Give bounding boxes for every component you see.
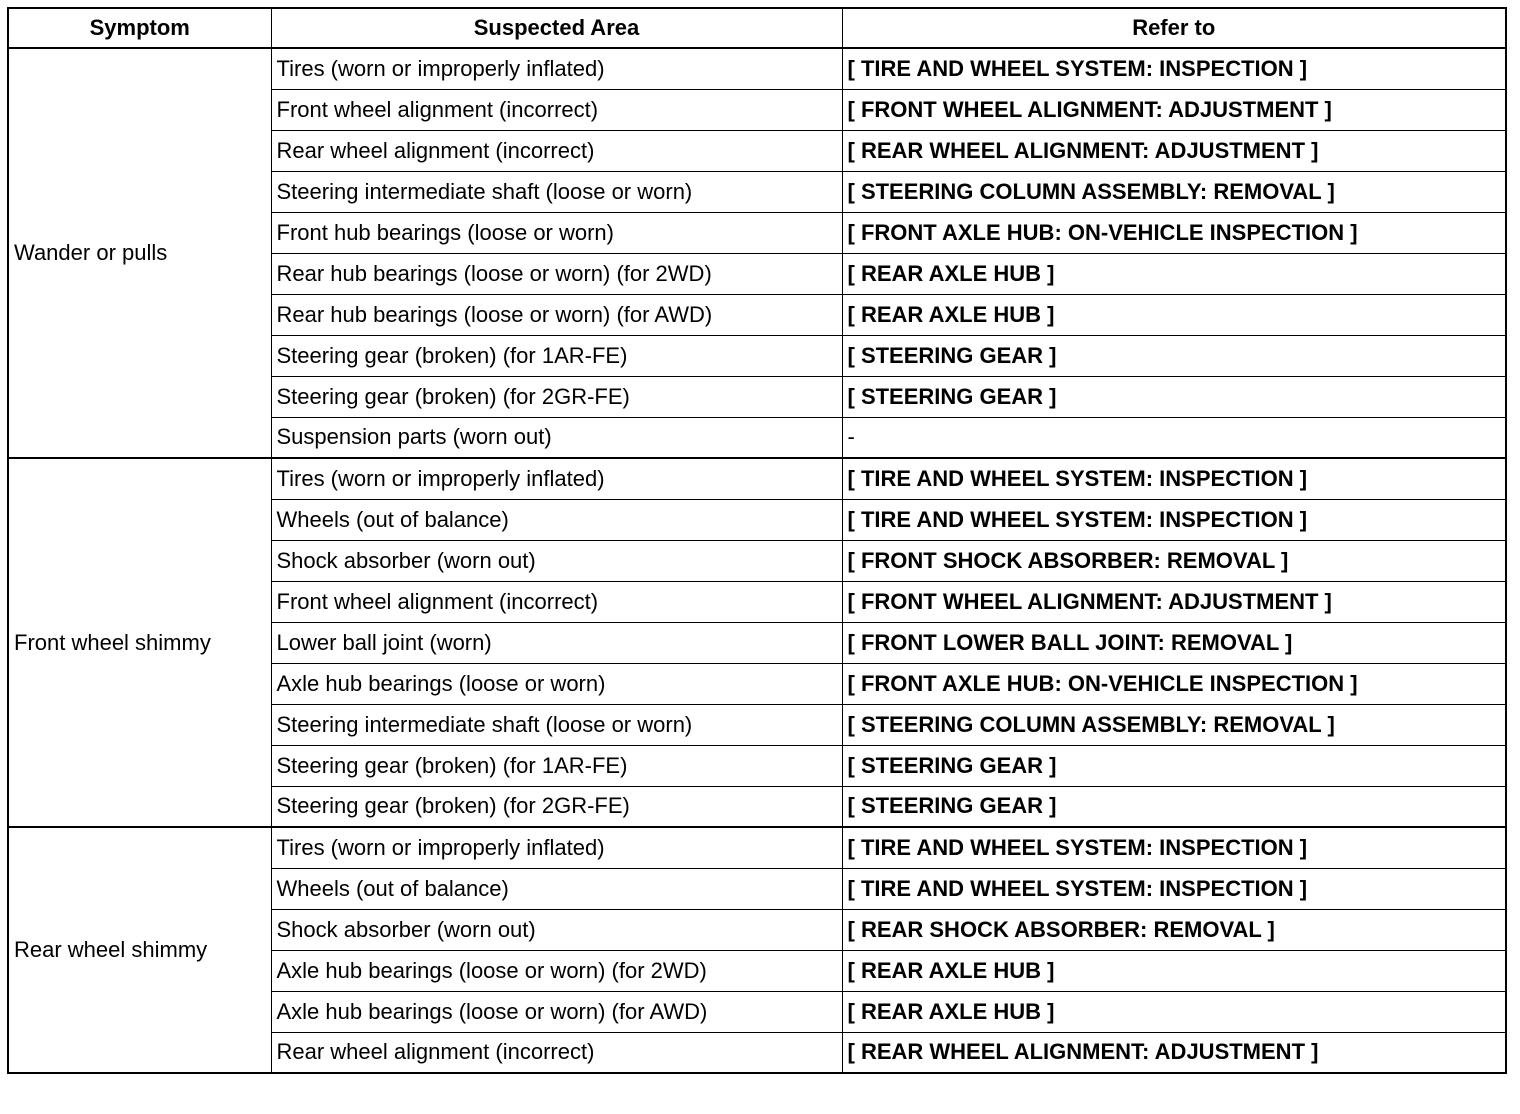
- suspected-area-cell: Steering gear (broken) (for 1AR-FE): [271, 335, 842, 376]
- suspected-area-cell: Rear wheel alignment (incorrect): [271, 130, 842, 171]
- suspected-area-cell: Wheels (out of balance): [271, 499, 842, 540]
- suspected-area-cell: Rear hub bearings (loose or worn) (for 2WD): [271, 253, 842, 294]
- suspected-area-cell: Axle hub bearings (loose or worn): [271, 663, 842, 704]
- suspected-area-cell: Tires (worn or improperly inflated): [271, 458, 842, 499]
- suspected-area-cell: Steering intermediate shaft (loose or worn): [271, 704, 842, 745]
- refer-to-link[interactable]: [ FRONT WHEEL ALIGNMENT: ADJUSTMENT ]: [842, 581, 1506, 622]
- suspected-area-cell: Axle hub bearings (loose or worn) (for 2WD): [271, 950, 842, 991]
- suspected-area-cell: Rear hub bearings (loose or worn) (for AWD): [271, 294, 842, 335]
- refer-to-link[interactable]: [ TIRE AND WHEEL SYSTEM: INSPECTION ]: [842, 48, 1506, 89]
- refer-to-link[interactable]: [ FRONT LOWER BALL JOINT: REMOVAL ]: [842, 622, 1506, 663]
- refer-to-link[interactable]: [ REAR AXLE HUB ]: [842, 991, 1506, 1032]
- suspected-area-cell: Steering gear (broken) (for 2GR-FE): [271, 786, 842, 827]
- suspected-area-cell: Wheels (out of balance): [271, 868, 842, 909]
- refer-to-link[interactable]: [ FRONT WHEEL ALIGNMENT: ADJUSTMENT ]: [842, 89, 1506, 130]
- suspected-area-cell: Steering gear (broken) (for 1AR-FE): [271, 745, 842, 786]
- suspected-area-cell: Tires (worn or improperly inflated): [271, 827, 842, 868]
- table-row: [8, 458, 1506, 499]
- suspected-area-cell: Lower ball joint (worn): [271, 622, 842, 663]
- refer-to-link[interactable]: [ TIRE AND WHEEL SYSTEM: INSPECTION ]: [842, 458, 1506, 499]
- refer-to-link[interactable]: [ STEERING GEAR ]: [842, 376, 1506, 417]
- suspected-area-cell: Shock absorber (worn out): [271, 540, 842, 581]
- suspected-area-cell: Shock absorber (worn out): [271, 909, 842, 950]
- suspected-area-cell: Rear wheel alignment (incorrect): [271, 1032, 842, 1073]
- refer-to-link[interactable]: [ TIRE AND WHEEL SYSTEM: INSPECTION ]: [842, 827, 1506, 868]
- suspected-area-cell: Tires (worn or improperly inflated): [271, 48, 842, 89]
- refer-to-link[interactable]: [ FRONT SHOCK ABSORBER: REMOVAL ]: [842, 540, 1506, 581]
- suspected-area-cell: Steering gear (broken) (for 2GR-FE): [271, 376, 842, 417]
- refer-to-link[interactable]: [ STEERING GEAR ]: [842, 745, 1506, 786]
- suspected-area-cell: Front wheel alignment (incorrect): [271, 581, 842, 622]
- refer-to-link[interactable]: [ STEERING GEAR ]: [842, 335, 1506, 376]
- refer-to-link[interactable]: [ STEERING COLUMN ASSEMBLY: REMOVAL ]: [842, 704, 1506, 745]
- header-suspected-area: Suspected Area: [271, 8, 842, 48]
- refer-to-link[interactable]: [ REAR AXLE HUB ]: [842, 294, 1506, 335]
- refer-to-link[interactable]: [ REAR SHOCK ABSORBER: REMOVAL ]: [842, 909, 1506, 950]
- refer-to-link[interactable]: [ REAR AXLE HUB ]: [842, 253, 1506, 294]
- table-row: [8, 827, 1506, 868]
- suspected-area-cell: Axle hub bearings (loose or worn) (for AWD): [271, 991, 842, 1032]
- troubleshooting-table: [7, 7, 1507, 1074]
- header-refer-to: Refer to: [842, 8, 1506, 48]
- refer-to-link[interactable]: [ FRONT AXLE HUB: ON-VEHICLE INSPECTION ]: [842, 663, 1506, 704]
- refer-to-link[interactable]: [ TIRE AND WHEEL SYSTEM: INSPECTION ]: [842, 868, 1506, 909]
- symptom-cell: Wander or pulls: [8, 48, 271, 458]
- suspected-area-cell: Suspension parts (worn out): [271, 417, 842, 458]
- suspected-area-cell: Steering intermediate shaft (loose or worn): [271, 171, 842, 212]
- refer-to-link[interactable]: [ STEERING GEAR ]: [842, 786, 1506, 827]
- suspected-area-cell: Front hub bearings (loose or worn): [271, 212, 842, 253]
- refer-to-link[interactable]: [ TIRE AND WHEEL SYSTEM: INSPECTION ]: [842, 499, 1506, 540]
- refer-to-link[interactable]: [ FRONT AXLE HUB: ON-VEHICLE INSPECTION ]: [842, 212, 1506, 253]
- table-body: [8, 48, 1506, 1073]
- symptom-cell: Front wheel shimmy: [8, 458, 271, 827]
- refer-to-link[interactable]: [ REAR AXLE HUB ]: [842, 950, 1506, 991]
- symptom-cell: Rear wheel shimmy: [8, 827, 271, 1073]
- refer-to-cell: -: [842, 417, 1506, 458]
- refer-to-link[interactable]: [ STEERING COLUMN ASSEMBLY: REMOVAL ]: [842, 171, 1506, 212]
- refer-to-link[interactable]: [ REAR WHEEL ALIGNMENT: ADJUSTMENT ]: [842, 130, 1506, 171]
- table-row: [8, 48, 1506, 89]
- suspected-area-cell: Front wheel alignment (incorrect): [271, 89, 842, 130]
- header-row: [8, 8, 1506, 48]
- refer-to-link[interactable]: [ REAR WHEEL ALIGNMENT: ADJUSTMENT ]: [842, 1032, 1506, 1073]
- header-symptom: Symptom: [8, 8, 271, 48]
